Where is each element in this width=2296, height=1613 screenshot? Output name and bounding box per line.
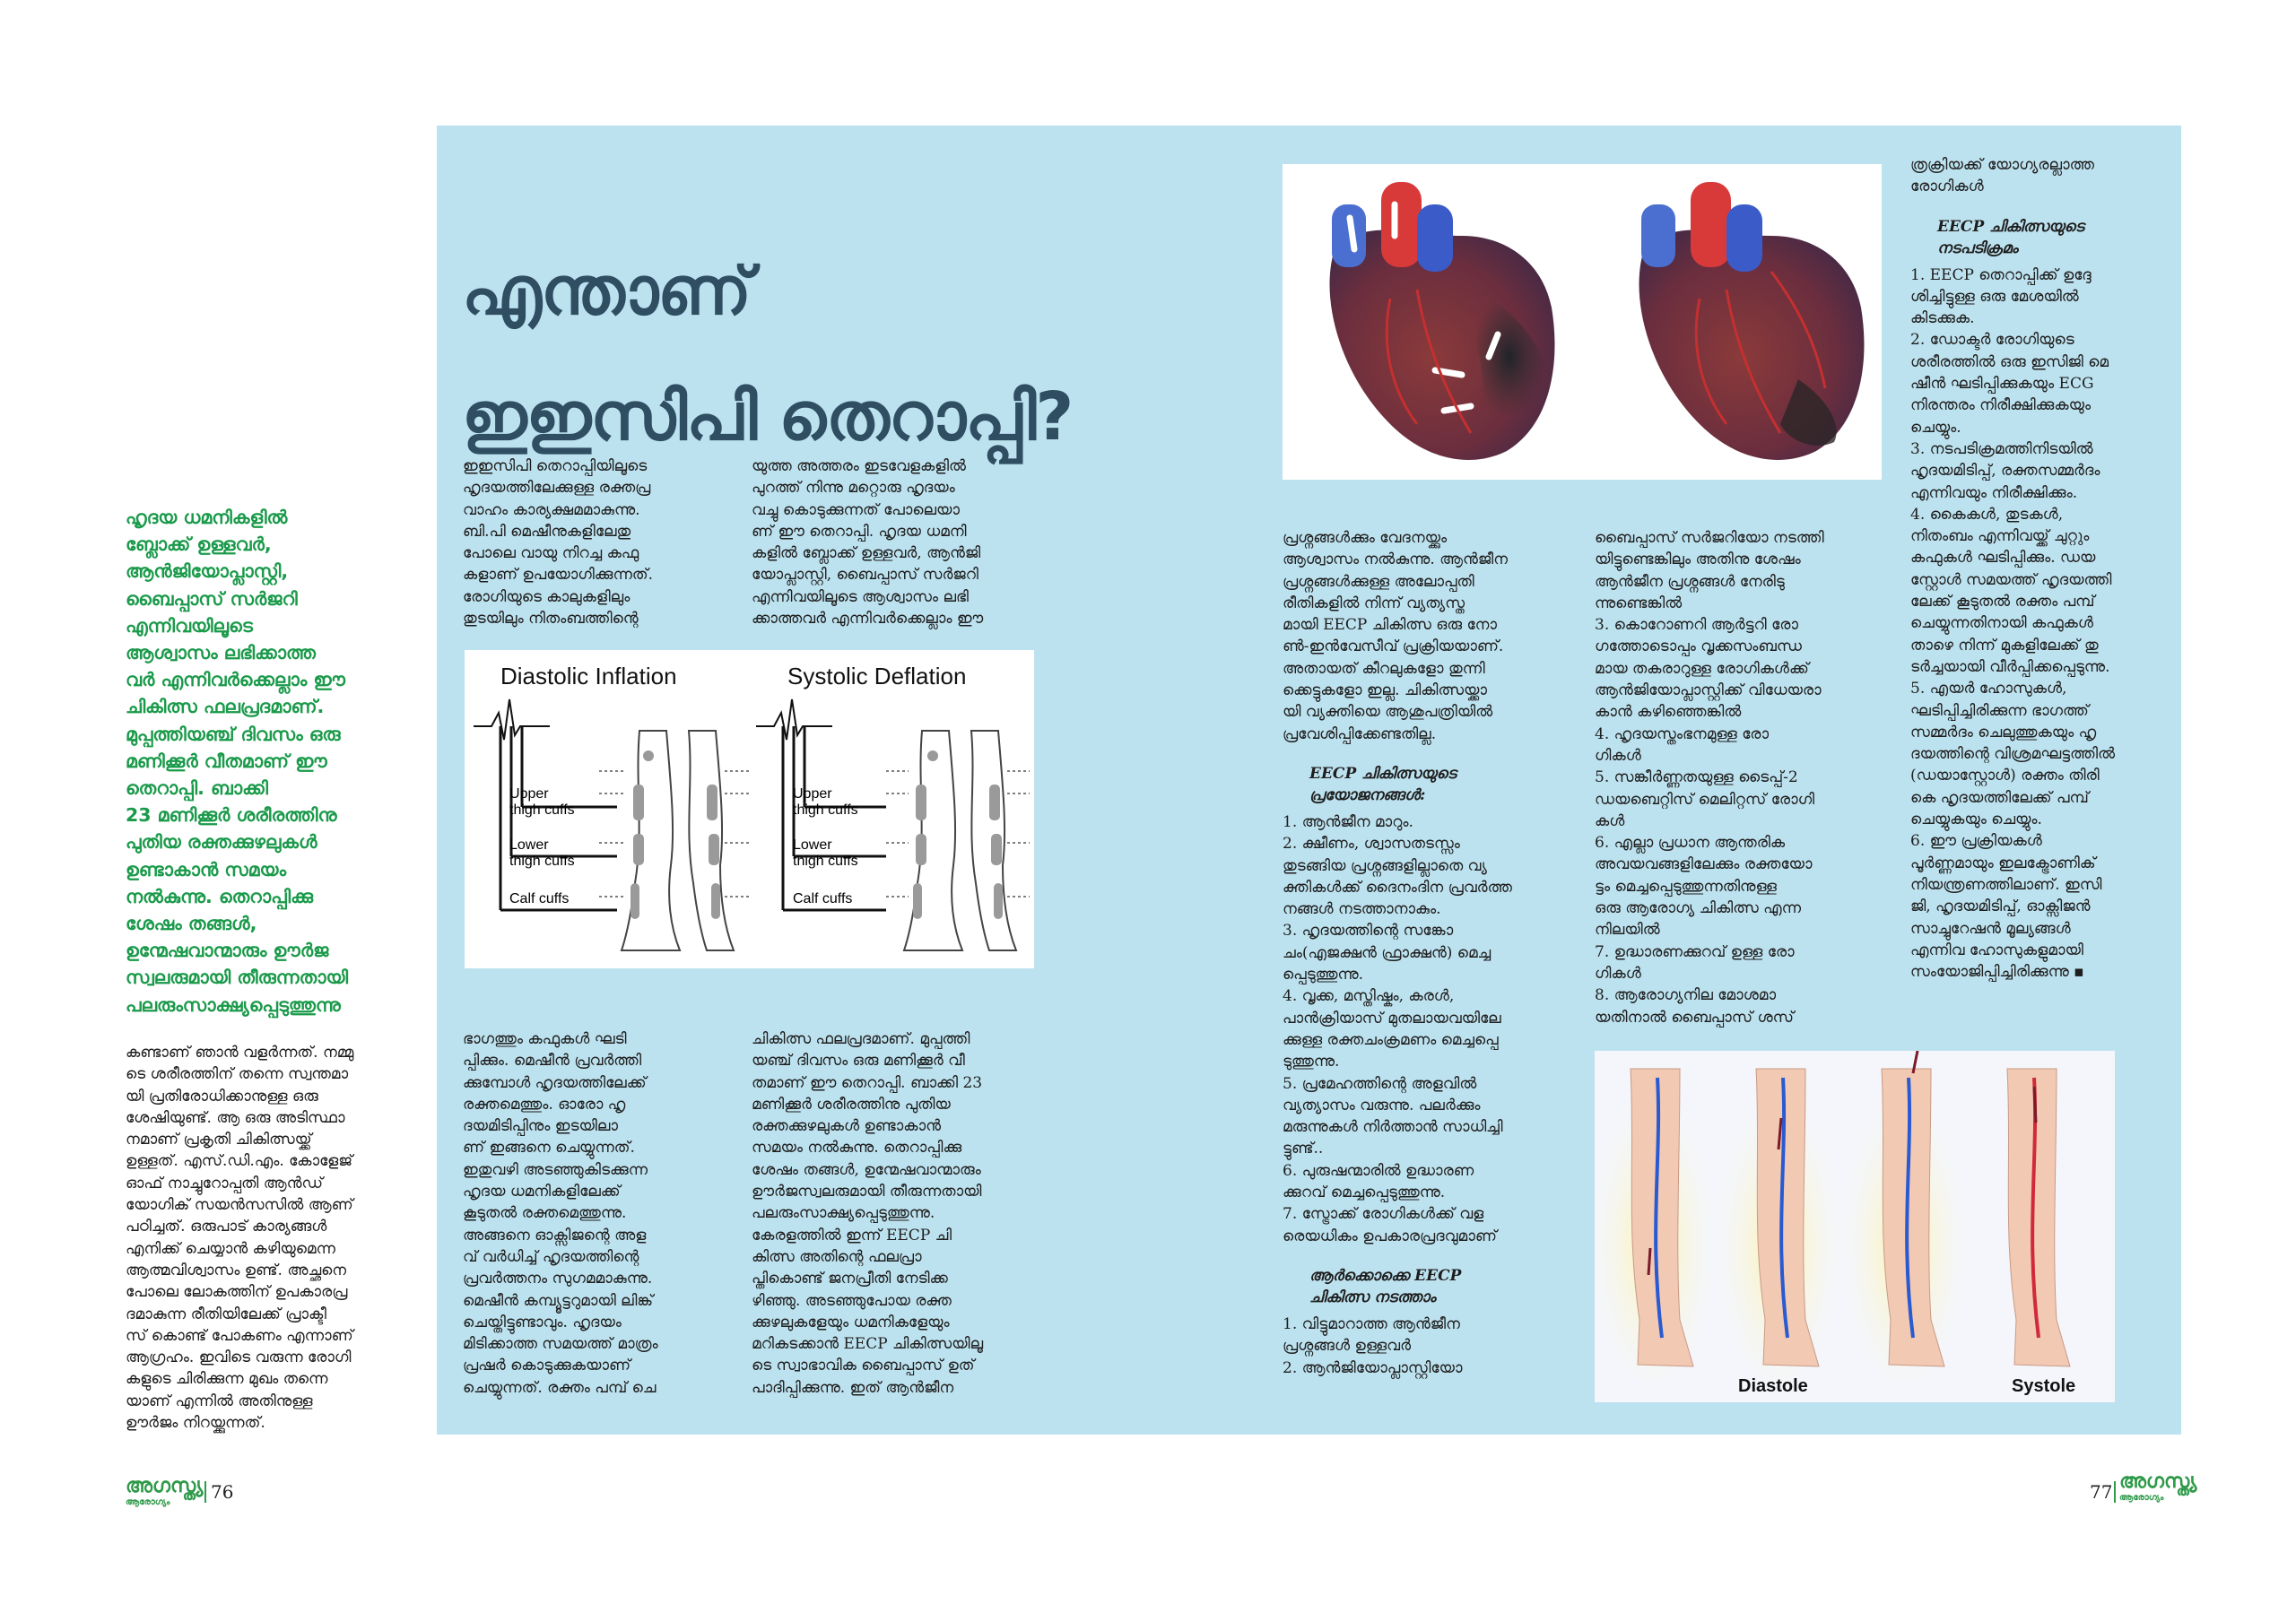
legs-blood-flow-illustration (1595, 1051, 2115, 1402)
cuff-calf-label-left: Calf cuffs (509, 891, 570, 906)
cuff-upper-label-left: Upper thigh cuffs (509, 786, 575, 818)
leg-3 (1841, 1051, 1967, 1383)
left-body-column (126, 1042, 417, 1434)
col5-procedure-list: 1. EECP തെറാപ്പിക്ക് ഉദ്ദേ ശിച്ചിട്ടുള്ള ഒരു മേശയിൽ കിടക്കുക. 2. ഡോക്ടർ രോഗിയുടെ ശരീരത്തിൽ ഒരു ഇസിജി മെ ഷീൻ ഘടിപ്പിക്കുകയും ECG നിരന്തരം നിരീക്ഷിക്കുകയും ചെയ്യും. 3. നടപടിക്രമത്തിനിടയിൽ ഹൃദയമിടിപ്പ്, രക്തസമ്മർദം എന്നിവയും നിരീക്ഷിക്കും. 4. കൈകൾ, തുടകൾ, നിതംബം എന്നിവയ്ക്ക് ചുറ്റും കഫുകൾ ഘടിപ്പിക്കും. ഡയ സ്റ്റോൾ സമയത്ത് ഹൃദയത്തി ലേക്ക് കൂടുതൽ രക്തം പമ്പ് ചെയ്യുന്നതിനായി കഫുകൾ താഴെ നിന്ന് മുകളിലേക്ക് തു ടർച്ചയായി വീർപ്പിക്കപ്പെടുന്നു. 5. എയർ ഹോസുകൾ, ഘടിപ്പിച്ചിരിക്കുന്ന ഭാഗത്ത് സമ്മർദം ചെലുത്തുകയും ഹൃ ദയത്തിന്റെ വിശ്രമഘട്ടത്തിൽ (ഡയാസ്റ്റോൾ) രക്തം തിരി കെ ഹൃദയത്തിലേക്ക് പമ്പ് ചെയ്യുകയും ചെയ്യും. 6. ഈ പ്രക്രിയകൾ പൂർണ്ണമായും ഇലക്ട്രോണിക് നിയന്ത്രണത്തിലാണ്. ഇസി ജി, ഹൃദയമിടിപ്പ്, ഓക്സിജൻ സാച്ചുറേഷൻ മൂല്യങ്ങൾ എന്നിവ ഹോസുകളുമായി സംയോജിപ്പിച്ചിരിക്കുന്നു ▪ (1910, 265, 2116, 982)
column-1-top (463, 455, 754, 629)
col4-text: ബൈപ്പാസ് സർജറിയോ നടത്തി യിട്ടുണ്ടെങ്കിലും അതിനു ശേഷം ആൻജീന പ്രശ്നങ്ങൾ നേരിടു ന്നുണ്ടെങ്കിൽ 3. കൊറോണറി ആർട്ടറി രോ ഗത്തോടൊപ്പം വൃക്കസംബന്ധ മായ തകരാറുള്ള രോഗികൾക്ക് ആൻജിയോപ്ലാസ്റ്റിക്ക് വിധേയരാ കാൻ കഴിഞ്ഞെങ്കിൽ 4. ഹൃദയസ്തംഭനമുള്ള രോ ഗികൾ 5. സങ്കീർണ്ണതയുള്ള ടൈപ്പ്-2 ഡയബെറ്റിസ് മെലിറ്റസ് രോഗി കൾ 6. എല്ലാ പ്രധാന ആന്തരിക അവയവങ്ങളിലേക്കും രക്തയോ ട്ടം മെച്ചപ്പെടുത്തുന്നതിനുള്ള ഒരു ആരോഗ്യ ചികിത്സ എന്ന നിലയിൽ 7. ഉദ്ധാരണക്കുറവ് ഉള്ള രോ ഗികൾ 8. ആരോഗ്യനില മോശമാ യതിനാൽ ബൈപ്പാസ് ശസ് (1595, 529, 1824, 1027)
col3-heading-eligible: ആർക്കൊക്കെ EECP ചികിത്സ നടത്താം (1309, 1266, 1462, 1306)
footer-separator-left (204, 1481, 206, 1503)
footer-logo-right (2119, 1470, 2196, 1503)
col3-intro: പ്രശ്നങ്ങൾക്കും വേദനയ്ക്കും ആശ്വാസം നൽകുന്നു. ആൻജീന പ്രശ്നങ്ങൾക്കുള്ള അലോപ്പതി രീതികളിൽ നിന്ന് വ്യത്യസ്ത മായി EECP ചികിത്സ ഒരു നോ ൺ-ഇൻവേസീവ് പ്രക്രിയയാണ്. അതായത് കീറലുകളോ തുന്നി ക്കെട്ടുകളോ ഇല്ല. ചികിത്സയ്ക്കാ യി വ്യക്തിയെ ആശുപത്രിയിൽ പ്രവേശിപ്പിക്കേണ്ടതില്ല. (1283, 529, 1508, 743)
col1-bottom-text: ഭാഗത്തും കഫുകൾ ഘടി പ്പിക്കും. മെഷീൻ പ്രവർത്തി ക്കുമ്പോൾ ഹൃദയത്തിലേക്ക് രക്തമെത്തും. ഓരോ ഹൃ ദയമിടിപ്പിനും ഇടയിലാ ണ് ഇങ്ങനെ ചെയ്യുന്നത്. ഇതുവഴി അടഞ്ഞുകിടക്കുന്ന ഹൃദയ ധമനികളിലേക്ക് കൂടുതൽ രക്തമെത്തുന്നു. അങ്ങനെ ഓക്സിജന്റെ അള വ് വർധിച്ച് ഹൃദയത്തിന്റെ പ്രവർത്തനം സുഗമമാകുന്നു. മെഷീൻ കമ്പ്യൂട്ടറുമായി ലിങ്ക് ചെയ്തിട്ടുണ്ടാവും. ഹൃദയം മിടിക്കാത്ത സമയത്ത് മാത്രം പ്രഷർ കൊടുക്കുകയാണ് ചെയ്യുന്നത്. രക്തം പമ്പ് ചെ (463, 1030, 658, 1397)
heart-right (1639, 182, 1865, 460)
title-line-1: എന്താണ് (462, 253, 751, 330)
label-diastole: Diastole (1738, 1376, 1808, 1396)
col3-heading-benefits: EECP ചികിത്സയുടെ പ്രയോജനങ്ങൾ: (1309, 764, 1457, 804)
col3-benefits-list: 1. ആൻജീന മാറും. 2. ക്ഷീണം, ശ്വാസതടസ്സം തുടങ്ങിയ പ്രശ്നങ്ങളില്ലാതെ വ്യ ക്തികൾക്ക് ദൈനംദിന പ്രവർത്ത നങ്ങൾ നടത്താനാകും. 3. ഹൃദയത്തിന്റെ സങ്കോ ചം(എജക്ഷൻ ഫ്രാക്ഷൻ) മെച്ച പ്പെടുത്തുന്നു. 4. വൃക്ക, മസ്തിഷ്കം, കരൾ, പാൻക്രിയാസ് മുതലായവയിലേ ക്കുള്ള രക്തചംക്രമണം മെച്ചപ്പെ ടുത്തുന്നു. 5. പ്രമേഹത്തിന്റെ അളവിൽ വ്യത്യാസം വരുന്നു. പലർക്കും മരുന്നുകൾ നിർത്താൻ സാധിച്ചി ട്ടുണ്ട്.. 6. പുരുഷന്മാരിൽ ഉദ്ധാരണ ക്കുറവ് മെച്ചപ്പെടുത്തുന്നു. 7. സ്ട്രോക്ക് രോഗികൾക്ക് വള രെയധികം ഉപകാരപ്രദവുമാണ് (1283, 812, 1512, 1245)
cuffs-diagram-svg (465, 650, 1034, 968)
footer-logo-left (126, 1475, 203, 1507)
col3-eligible-list: 1. വിട്ടുമാറാത്ത ആൻജീന പ്രശ്നങ്ങൾ ഉള്ളവർ 2. ആൻജിയോപ്ലാസ്റ്റിയോ (1283, 1314, 1463, 1377)
left-body-text: കണ്ടാണ് ഞാൻ വളർന്നത്. നമ്മു ടെ ശരീരത്തിന് തന്നെ സ്വന്തമാ യി പ്രതിരോധിക്കാനുള്ള ഒരു ശേഷിയുണ്ട്. ആ ഒരു അടിസ്ഥാ നമാണ് പ്രകൃതി ചികിത്സയ്ക്ക് ഉള്ളത്. എസ്.ഡി.എം. കോളേജ് ഓഫ് നാച്ചുറോപ്പതി ആൻഡ് യോഗിക് സയൻസസിൽ ആണ് പഠിച്ചത്. ഒരുപാട് കാര്യങ്ങൾ എനിക്ക് ചെയ്യാൻ കഴിയുമെന്ന ആത്മവിശ്വാസം ഉണ്ട്. അച്ഛനെ പോലെ ലോകത്തിന് ഉപകാരപ്ര ദമാകുന്ന രീതിയിലേക്ക് പ്രാക്ടീ സ് കൊണ്ട് പോകണം എന്നാണ് ആഗ്രഹം. ഇവിടെ വരുന്ന രോഗി കളുടെ ചിരിക്കുന്ന മുഖം തന്നെ യാണ് എന്നിൽ അതിനുള്ള ഊർജം നിറയ്ക്കുന്നത്. (126, 1044, 354, 1433)
cuff-lower-label-right: Lower thigh cuffs (793, 837, 858, 869)
article-title (462, 229, 1073, 480)
col5-heading-procedure: EECP ചികിത്സയുടെ നടപടിക്രമം (1937, 217, 2084, 257)
col2-top-text: യുത്ത അത്തരം ഇടവേളകളിൽ പുറത്ത് നിന്നു മറ്റൊരു ഹൃദയം വച്ചു കൊടുക്കുന്നത് പോലെയാ ണ് ഈ തെറാപ്പി. ഹൃദയ ധമനി കളിൽ ബ്ലോക്ക് ഉള്ളവർ, ആൻജി യോപ്ലാസ്റ്റി, ബൈപ്പാസ് സർജറി എന്നിവയിലൂടെ ആശ്വാസം ലഭി ക്കാത്തവർ എന്നിവർക്കെല്ലാം ഈ (752, 457, 984, 629)
heart-illustration (1283, 164, 1882, 480)
col1-top-text: ഇഇസിപി തെറാപ്പിയിലൂടെ ഹൃദയത്തിലേക്കുള്ള രക്തപ്ര വാഹം കാര്യക്ഷമമാകുന്നു. ബി.പി മെഷീനുകളിലേതു പോലെ വായു നിറച്ച കഫു കളാണ് ഉപയോഗിക്കുന്നത്. രോഗിയുടെ കാലുകളിലും തുടയിലും നിതംബത്തിന്റെ (463, 457, 654, 629)
column-4 (1595, 527, 1891, 1028)
leg-4 (2007, 1069, 2070, 1366)
cuff-lower-label-left: Lower thigh cuffs (509, 837, 575, 869)
cuff-calf-label-right: Calf cuffs (793, 891, 853, 906)
label-systole: Systole (2012, 1376, 2076, 1396)
footer-separator-right (2114, 1481, 2116, 1503)
legs-illustration-svg (1595, 1051, 2115, 1402)
heart-left (1330, 182, 1555, 460)
title-line-2: ഇഇസിപി തെറാപ്പി? (462, 378, 1074, 455)
leg-2 (1716, 1069, 1841, 1383)
logo-sub-left: ആരോഗ്യം (126, 1497, 170, 1507)
label-diastolic-inflation: Diastolic Inflation (500, 663, 677, 689)
col5-intro: ത്രക്രിയക്ക് യോഗ്യരല്ലാത്ത രോഗികൾ (1910, 156, 2094, 196)
column-2-bottom (752, 1028, 1048, 1399)
pull-quote: ഹൃദയ ധമനികളിൽ ബ്ലോക്ക് ഉള്ളവർ, ആൻജിയോപ്ലാസ്റ്റി, ബൈപ്പാസ് സർജറി എന്നിവയിലൂടെ ആശ്വാസം ലഭിക്കാത്ത വർ എന്നിവർക്കെല്ലാം ഈ ചികിത്സ ഫലപ്രദമാണ്. മുപ്പത്തിയഞ്ച് ദിവസം ഒരു മണിക്കൂർ വീതമാണ് ഈ തെറാപ്പി. ബാക്കി 23 മണിക്കൂർ ശരീരത്തിനു പുതിയ രക്തക്കുഴലുകൾ ഉണ്ടാകാൻ സമയം നൽകുന്നു. തെറാപ്പിക്കു ശേഷം തങ്ങൾ, ഉന്മേഷവാന്മാരും ഊർജ സ്വലരുമായി തീരുന്നതായി പലരുംസാക്ഷ്യപ്പെടുത്തുന്നു (126, 507, 349, 1016)
column-5 (1910, 154, 2179, 983)
column-3 (1283, 527, 1578, 1379)
logo-sub-right: ആരോഗ്യം (2119, 1493, 2164, 1503)
logo-text-right: അഗസ്ത്യ (2119, 1470, 2197, 1493)
cuff-upper-label-right: Upper thigh cuffs (793, 786, 858, 818)
cuffs-diagram (465, 650, 1034, 968)
label-systolic-deflation: Systolic Deflation (787, 663, 967, 689)
page-number-right: 77 (2090, 1481, 2113, 1503)
column-1-bottom (463, 1028, 754, 1399)
page-number-left: 76 (211, 1481, 234, 1503)
leg-1 (1595, 1069, 1716, 1383)
heart-illustration-svg (1283, 164, 1882, 480)
col2-bottom-text: ചികിത്സ ഫലപ്രദമാണ്. മുപ്പത്തി യഞ്ച് ദിവസം ഒരു മണിക്കൂർ വീ തമാണ് ഈ തെറാപ്പി. ബാക്കി 23 മണിക്കൂർ ശരീരത്തിനു പുതിയ രക്തക്കുഴലുകൾ ഉണ്ടാകാൻ സമയം നൽകുന്നു. തെറാപ്പിക്കു ശേഷം തങ്ങൾ, ഉന്മേഷവാന്മാരും ഊർജസ്വലരുമായി തീരുന്നതായി പലരുംസാക്ഷ്യപ്പെടുത്തുന്നു. കേരളത്തിൽ ഇന്ന് EECP ചി കിത്സ അതിന്റെ ഫലപ്രാ പ്തികൊണ്ട് ജനപ്രീതി നേടിക്ക ഴിഞ്ഞു. അടഞ്ഞുപോയ രക്ത ക്കുഴലുകളേയും ധമനികളേയും മറികടക്കാൻ EECP ചികിത്സയിലൂ ടെ സ്വാഭാവിക ബൈപ്പാസ് ഉത് പാദിപ്പിക്കുന്നു. ഇത് ആൻജീന (752, 1030, 984, 1397)
column-2-top (752, 455, 1048, 629)
logo-text-left: അഗസ്ത്യ (126, 1475, 204, 1497)
